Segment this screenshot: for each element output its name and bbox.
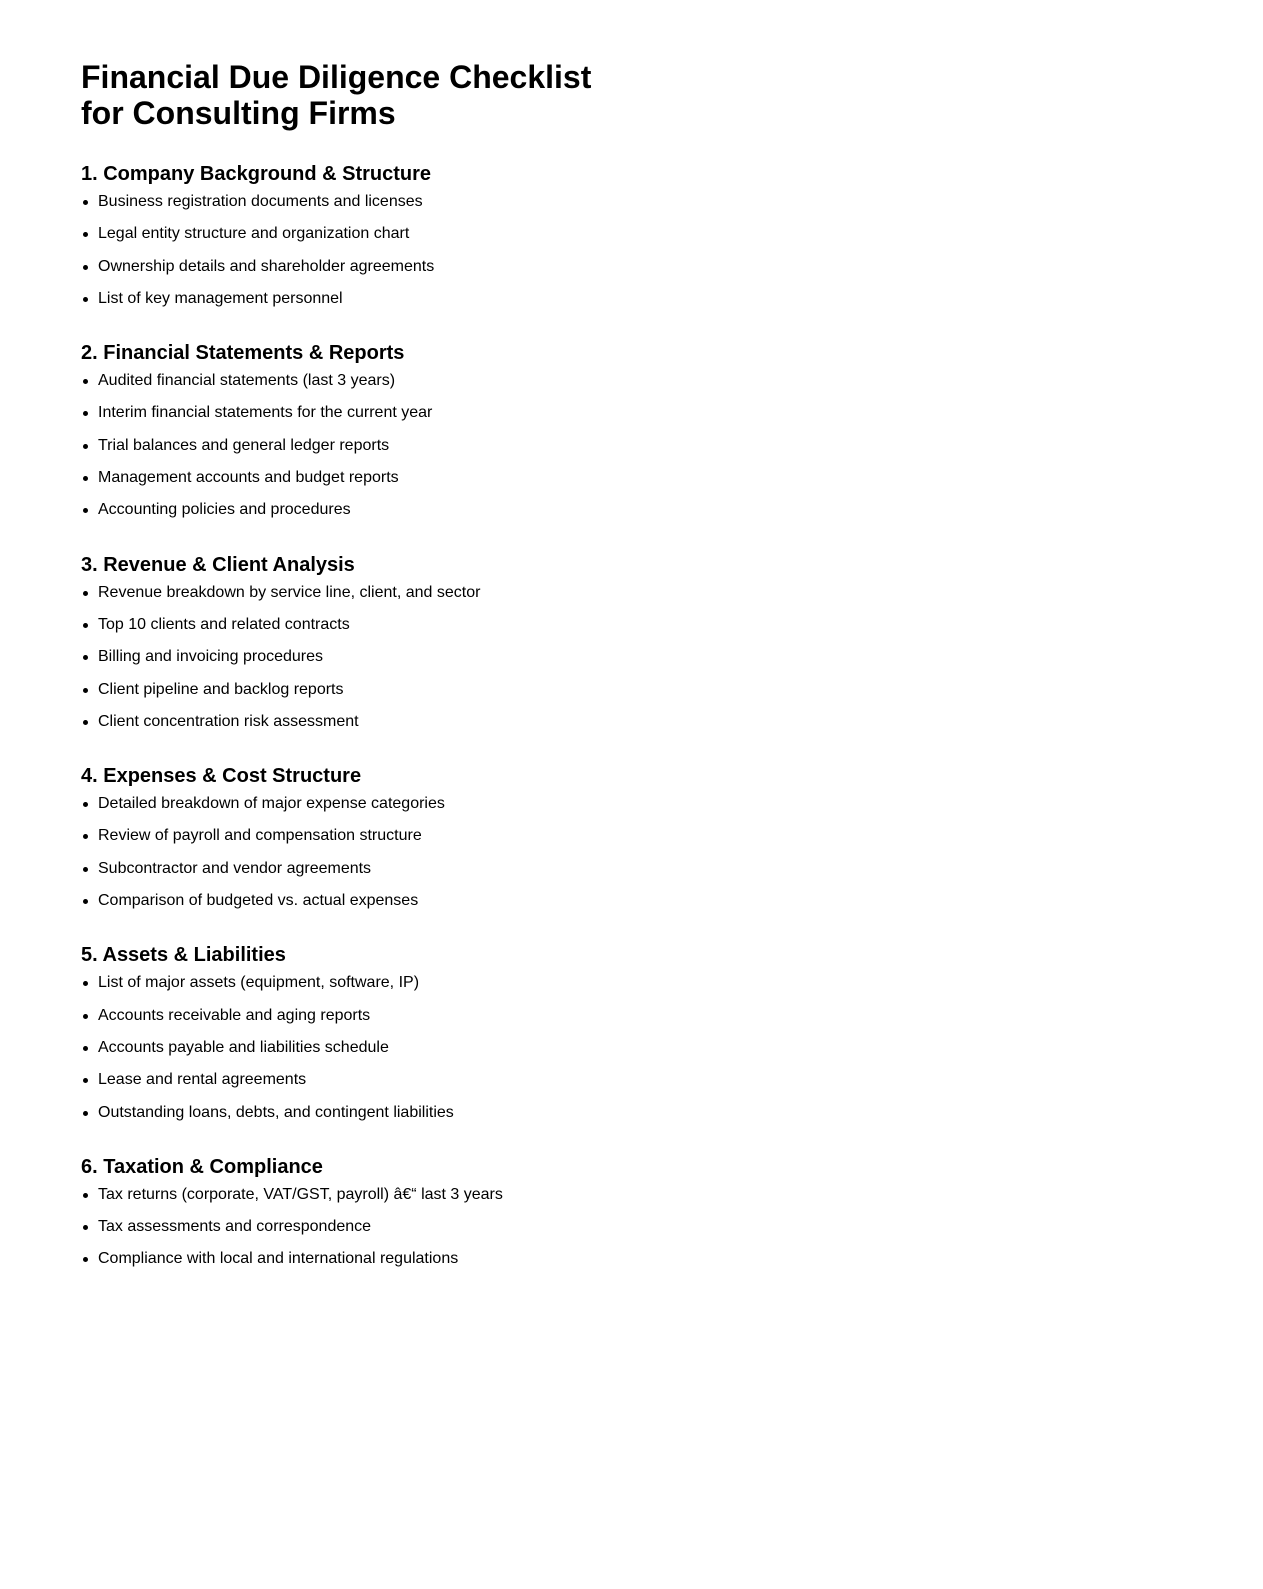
list-item: Top 10 clients and related contracts [81,609,1181,641]
list-item: Accounting policies and procedures [81,494,1181,526]
section-heading: 2. Financial Statements & Reports [81,342,405,365]
section-heading: 5. Assets & Liabilities [81,944,286,967]
section-heading: 1. Company Background & Structure [81,163,432,185]
list-item: Audited financial statements (last 3 years) [81,365,1181,397]
list-item: Lease and rental agreements [81,1064,1181,1096]
sections [81,162,1181,1276]
checklist [81,1179,1181,1276]
section-heading: 4. Expenses & Cost Structure [81,765,362,788]
list-item: Tax assessments and correspondence [81,1211,1181,1243]
list-item: Subcontractor and vendor agreements [81,853,1181,885]
title-line-1: Financial Due Diligence Checklist [81,59,592,95]
list-item: Accounts receivable and aging reports [81,1000,1181,1032]
list-item: Review of payroll and compensation structure [81,820,1181,852]
checklist [81,365,1181,526]
list-item: Comparison of budgeted vs. actual expenses [81,885,1181,917]
list-item: Trial balances and general ledger reports [81,430,1181,462]
checklist [81,577,1181,738]
checklist [81,967,1181,1128]
list-item: Accounts payable and liabilities schedule [81,1032,1181,1064]
checklist [81,788,1181,917]
list-item: Tax returns (corporate, VAT/GST, payroll) â€“ last 3 years [81,1179,1181,1211]
list-item: List of key management personnel [81,283,1181,315]
list-item: Business registration documents and licenses [81,186,1181,218]
document-content [81,0,1181,1284]
list-item: Billing and invoicing procedures [81,641,1181,673]
list-item: Interim financial statements for the current year [81,397,1181,429]
section-heading: 3. Revenue & Client Analysis [81,553,355,576]
list-item: Detailed breakdown of major expense categories [81,788,1181,820]
title-line-2: for Consulting Firms [81,95,396,131]
list-item: Outstanding loans, debts, and contingent liabilities [81,1097,1181,1129]
list-item: Legal entity structure and organization chart [81,218,1181,250]
page-title [81,59,1181,131]
list-item: List of major assets (equipment, software, IP) [81,967,1181,999]
list-item: Ownership details and shareholder agreements [81,251,1181,283]
list-item: Client concentration risk assessment [81,706,1181,738]
checklist [81,186,1181,315]
list-item: Revenue breakdown by service line, client, and sector [81,577,1181,609]
list-item: Compliance with local and international regulations [81,1243,1181,1275]
list-item: Management accounts and budget reports [81,462,1181,494]
list-item: Client pipeline and backlog reports [81,674,1181,706]
section-heading: 6. Taxation & Compliance [81,1155,323,1178]
